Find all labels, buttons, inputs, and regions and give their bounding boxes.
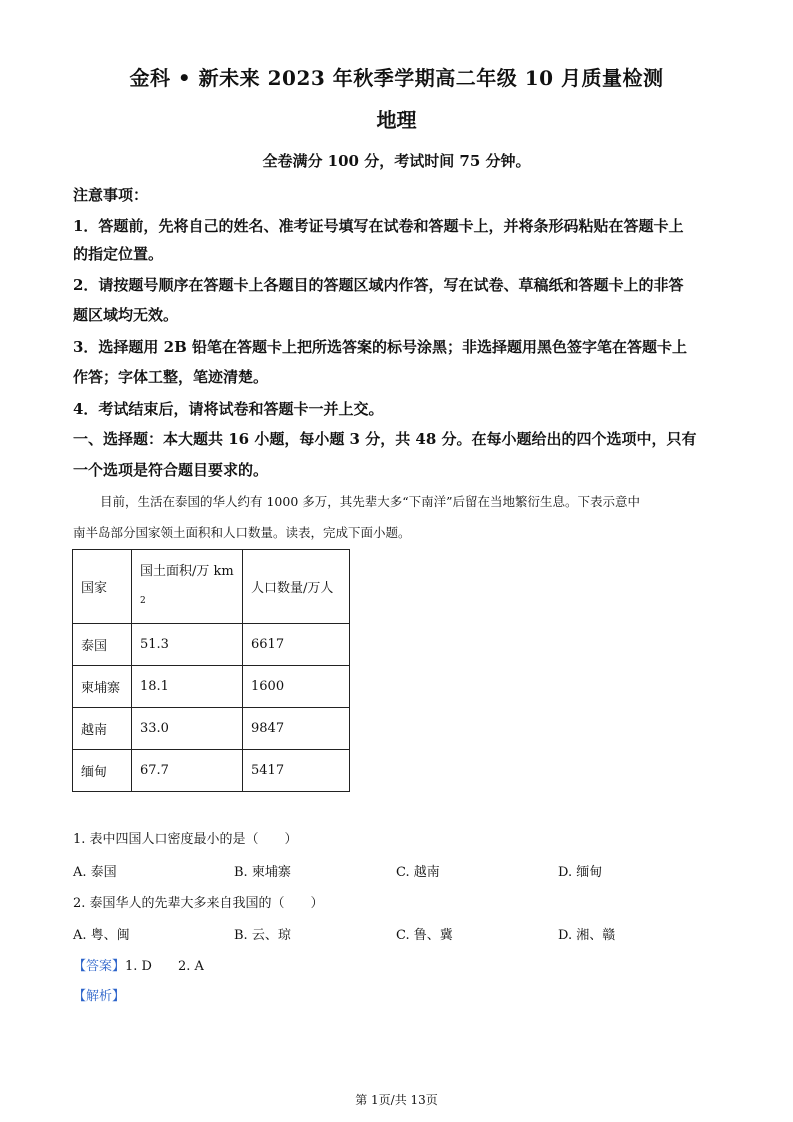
table-row (73, 708, 350, 750)
notice-item-1b: 的指定位置。 (73, 245, 164, 263)
question-2-option-a[interactable]: A. 粤、闽 (73, 928, 130, 943)
question-2-stem: 2. 泰国华人的先辈大多来自我国的（ ） (73, 896, 324, 911)
table-cell-country: 缅甸 (73, 750, 132, 792)
table-cell-country: 越南 (73, 708, 132, 750)
table-header-row (73, 550, 350, 624)
answer-text: 1. D 2. A (125, 959, 204, 974)
country-data-table (72, 549, 350, 792)
subject-title: 地理 (376, 108, 417, 132)
table-cell-area: 67.7 (132, 750, 243, 792)
section-heading-line1: 一、选择题：本大题共 16 小题，每小题 3 分，共 48 分。在每小题给出的四个选项中，只有 (73, 430, 697, 448)
table-cell-area: 51.3 (132, 624, 243, 666)
question-2-option-b[interactable]: B. 云、琼 (234, 928, 291, 943)
table-header-population: 人口数量/万人 (243, 550, 350, 624)
question-1-option-b[interactable]: B. 柬埔寨 (234, 865, 291, 880)
question-1-option-a[interactable]: A. 泰国 (73, 865, 117, 880)
analysis-tag: 【解析】 (73, 989, 126, 1004)
table-header-country: 国家 (73, 550, 132, 624)
question-1-option-c[interactable]: C. 越南 (396, 865, 440, 880)
notice-item-3b: 作答；字体工整，笔迹清楚。 (73, 368, 269, 386)
table-cell-population: 6617 (243, 624, 350, 666)
table-cell-country: 泰国 (73, 624, 132, 666)
full-score-note: 全卷满分 100 分，考试时间 75 分钟。 (262, 152, 531, 170)
answer-line (73, 955, 204, 974)
table-cell-area: 18.1 (132, 666, 243, 708)
notice-item-1a: 1．答题前，先将自己的姓名、准考证号填写在试卷和答题卡上，并将条形码粘贴在答题卡上 (73, 217, 684, 235)
page-number: 第 1页/共 13页 (355, 1093, 438, 1107)
table-header-area-text: 国土面积/万 km (140, 564, 234, 579)
question-2-option-d[interactable]: D. 湘、赣 (558, 928, 616, 943)
table-header-area-exponent: 2 (140, 596, 146, 606)
question-1-option-d[interactable]: D. 缅甸 (558, 865, 603, 880)
notice-item-2b: 题区域均无效。 (73, 306, 179, 324)
notice-item-4: 4．考试结束后，请将试卷和答题卡一并上交。 (73, 400, 384, 418)
notice-heading: 注意事项： (73, 186, 149, 204)
notice-item-3a: 3．选择题用 2B 铅笔在答题卡上把所选答案的标号涂黑；非选择题用黑色签字笔在答题卡上 (73, 338, 688, 356)
question-1-stem: 1. 表中四国人口密度最小的是（ ） (73, 832, 298, 847)
table-cell-population: 9847 (243, 708, 350, 750)
question-2-option-c[interactable]: C. 鲁、冀 (396, 928, 453, 943)
table-row (73, 624, 350, 666)
table-header-area (132, 550, 243, 624)
exam-title: 金科 • 新未来 2023 年秋季学期高二年级 10 月质量检测 (129, 66, 664, 90)
table-row (73, 750, 350, 792)
analysis-line (73, 985, 125, 1004)
table-cell-country: 柬埔寨 (73, 666, 132, 708)
table-cell-population: 1600 (243, 666, 350, 708)
passage-line1: 目前，生活在泰国的华人约有 1000 多万，其先辈大多“下南洋”后留在当地繁衍生息。下表示意中 (100, 494, 641, 509)
table-row (73, 666, 350, 708)
notice-item-2a: 2．请按题号顺序在答题卡上各题目的答题区域内作答，写在试卷、草稿纸和答题卡上的非答 (73, 276, 684, 294)
table-cell-area: 33.0 (132, 708, 243, 750)
passage-line2: 南半岛部分国家领土面积和人口数量。读表，完成下面小题。 (73, 525, 411, 540)
section-heading-line2: 一个选项是符合题目要求的。 (73, 461, 269, 479)
table-cell-population: 5417 (243, 750, 350, 792)
answer-tag: 【答案】 (73, 959, 126, 974)
